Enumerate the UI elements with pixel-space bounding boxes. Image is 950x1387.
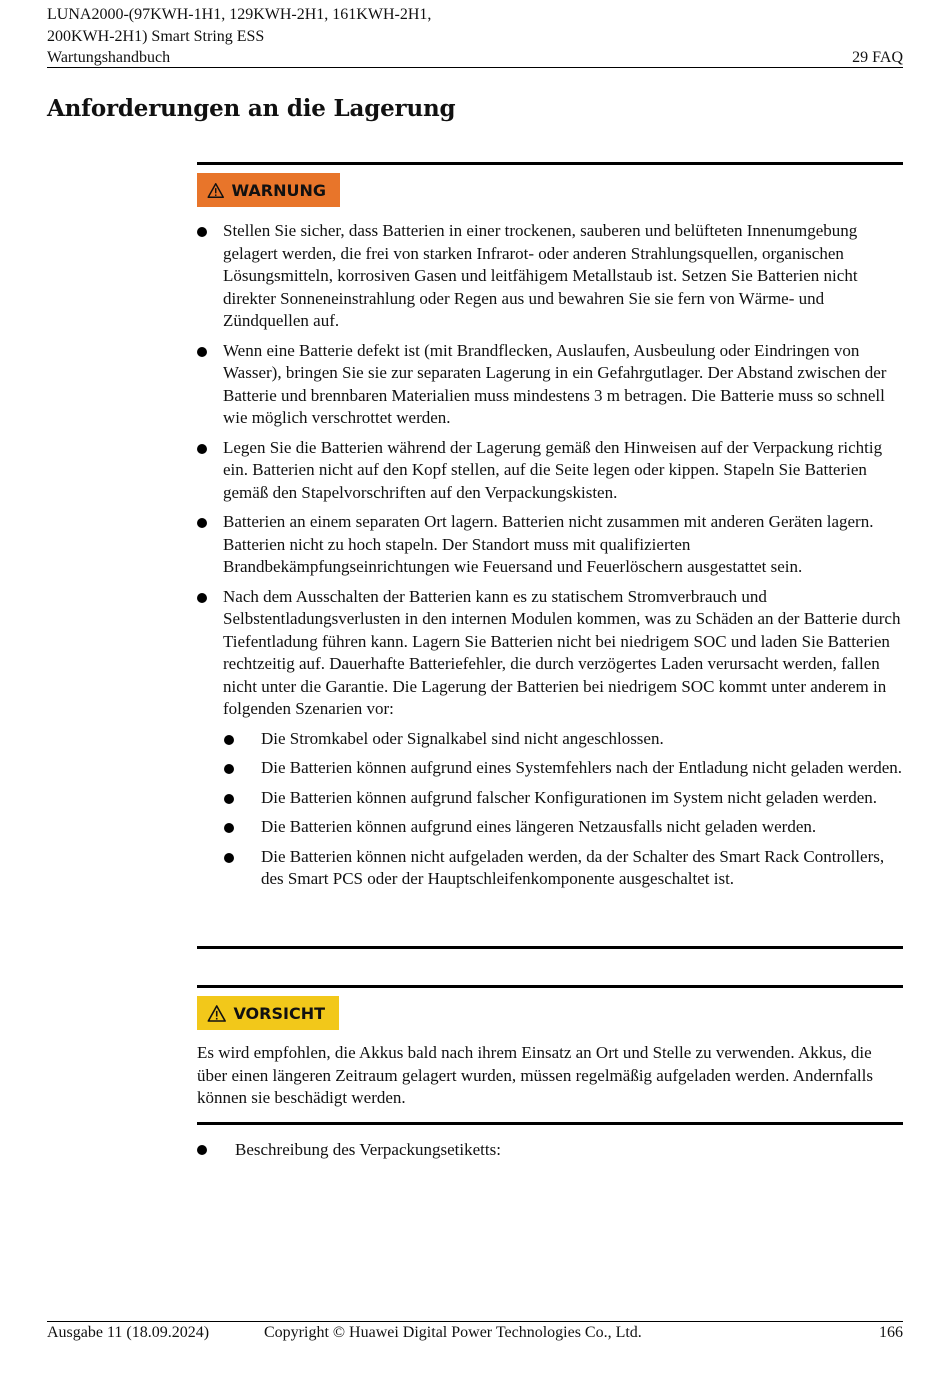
list-item <box>197 1139 903 1162</box>
notice-top-rule <box>197 162 903 165</box>
list-item-text: Batterien an einem separaten Ort lagern. Batterien nicht zusammen mit anderen Geräten lagern. Batterien nicht zu hoch stapeln. Der Standort muss mit qualifizierten Brandbekämpfungseinrichtungen wie Feuersand und Feuerlöschern ausgestattet sein. <box>223 512 874 576</box>
sub-list-item-text: Die Batterien können aufgrund falscher Konfigurationen im System nicht geladen werden. <box>261 787 878 807</box>
warning-notice <box>197 162 903 898</box>
bullet-icon <box>197 1145 207 1155</box>
sub-list-item-text: Die Batterien können aufgrund eines Systemfehlers nach der Entladung nicht geladen werden. <box>261 758 903 777</box>
bullet-icon <box>197 593 207 603</box>
list-item-text: Wenn eine Batterie defekt ist (mit Brandflecken, Auslaufen, Ausbeulung oder Eindringen von Wasser), bringen Sie sie zur separaten Lagerung in ein Gefahrgutlager. Der Abstand zwischen der Batterie und brennbaren Materialien muss mindestens 3 m betragen. Die Batterie muss so schnell wie möglich verschrottet werden. <box>223 340 887 427</box>
caution-text: Es wird empfohlen, die Akkus bald nach ihrem Einsatz an Ort und Stelle zu verwenden. Akkus, die über einen längeren Zeitraum gelagert wurden, müssen regelmäßig aufgeladen werden. Andernfalls können sie beschädigt werden. <box>197 1043 873 1107</box>
warning-triangle-icon <box>207 1004 226 1023</box>
sub-list-item-text: Die Batterien können nicht aufgeladen werden, da der Schalter des Smart Rack Controllers, des Smart PCS oder der Hauptschleifenkomponente ausgeschaltet ist. <box>261 846 885 888</box>
sub-list-item <box>223 787 903 810</box>
bullet-icon <box>197 444 207 454</box>
bullet-icon <box>224 823 234 833</box>
list-item <box>197 340 903 430</box>
list-item <box>197 586 903 891</box>
bullet-icon <box>224 853 234 863</box>
header-divider <box>47 67 903 68</box>
list-item <box>197 437 903 505</box>
warning-label: WARNUNG <box>231 180 326 200</box>
caution-notice <box>197 985 903 1110</box>
sub-list-item <box>223 757 903 780</box>
bullet-icon <box>224 764 234 774</box>
caution-badge <box>197 996 339 1030</box>
list-item-text: Nach dem Ausschalten der Batterien kann es zu statischem Stromverbrauch und Selbstentladungsverlusten in den internen Modulen kommen, was zu Schäden an der Batterie durch Tiefentladung führen kann. Lagern Sie Batterien nicht bei niedrigem SOC und laden Sie Batterien rechtzeitig auf. Dauerhafte Batteriefehler, die durch verzögertes Laden verursacht werden, fallen nicht unter die Garantie. Die Lagerung der Batterien bei niedrigem SOC kommt unter anderem in folgenden Szenarien vor: <box>223 586 901 718</box>
page-header <box>47 4 903 69</box>
list-item-text: Stellen Sie sicher, dass Batterien in einer trockenen, sauberen und belüfteten Innenumgebung gelagert werden, die frei von starken Infrarot- oder anderen Strahlungsquellen, organischen Lösungsmitteln, korrosiven Gasen und leitfähigem Metallstaub ist. Setzen Sie Batterien nicht direkter Sonneneinstrahlung oder Regen aus und bewahren Sie sie fern von Wärme- und Zündquellen auf. <box>223 221 858 330</box>
warning-list <box>197 220 903 891</box>
section-title: Anforderungen an die Lagerung <box>47 95 456 122</box>
sub-list-item-text: Die Stromkabel oder Signalkabel sind nicht angeschlossen. <box>261 728 664 748</box>
doc-title-line2: 200KWH-2H1) Smart String ESS <box>47 27 265 45</box>
issue-date: Ausgabe 11 (18.09.2024) <box>47 1324 210 1341</box>
bullet-icon <box>197 347 207 357</box>
bullet-icon <box>197 518 207 528</box>
bullet-icon <box>224 735 234 745</box>
page-number: 166 <box>879 1324 903 1341</box>
manual-name: Wartungshandbuch <box>47 49 171 66</box>
caution-label: VORSICHT <box>233 1003 325 1023</box>
copyright: Copyright © Huawei Digital Power Technologies Co., Ltd. <box>264 1324 642 1341</box>
bullet-icon <box>197 227 207 237</box>
sub-list-item <box>223 816 903 839</box>
caution-bottom-rule <box>197 1122 903 1125</box>
chapter-label: 29 FAQ <box>852 49 903 66</box>
header-bottom-row <box>47 47 903 69</box>
sub-list <box>223 728 903 891</box>
list-item <box>197 220 903 333</box>
sub-list-item <box>223 846 903 891</box>
warning-bottom-rule <box>197 946 903 949</box>
list-item-text: Legen Sie die Batterien während der Lagerung gemäß den Hinweisen auf der Verpackung richtig ein. Batterien nicht auf den Kopf stellen, auf die Seite legen oder kippen. Stapeln Sie Batterien gemäß den Stapelvorschriften auf den Verpackungskisten. <box>223 437 883 502</box>
list-item <box>197 511 903 579</box>
bullet-icon <box>224 794 234 804</box>
sub-list-item-text: Die Batterien können aufgrund eines längeren Netzausfalls nicht geladen werden. <box>261 817 817 836</box>
list-item-text: Beschreibung des Verpackungsetiketts: <box>235 1140 501 1159</box>
sub-list-item <box>223 728 903 751</box>
doc-title-line1: LUNA2000-(97KWH-1H1, 129KWH-2H1, 161KWH-2H1, <box>47 6 432 23</box>
notice-top-rule <box>197 985 903 988</box>
warning-badge <box>197 173 340 207</box>
warning-triangle-icon <box>207 181 224 200</box>
